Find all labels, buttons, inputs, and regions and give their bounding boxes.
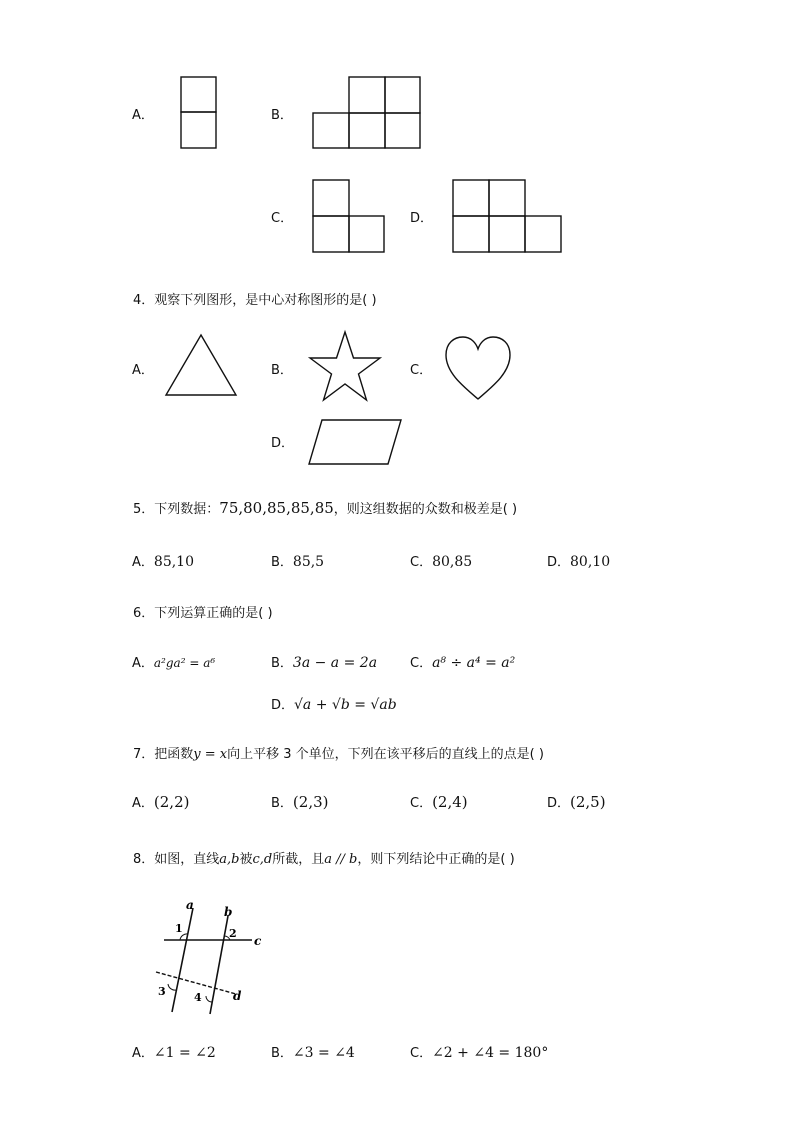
label-d: d <box>233 989 242 1003</box>
q8-option-a-value: ∠1 = ∠2 <box>153 1045 216 1061</box>
q4-option-a-label: A． <box>132 363 154 378</box>
q6-option-b: B．3a − a = 2a <box>271 655 378 671</box>
q5-option-b-value: 85,5 <box>292 554 325 570</box>
q5-data: 75,80,85,85,85 <box>219 499 334 517</box>
q8-option-c: C．∠2 + ∠4 = 180° <box>410 1045 549 1061</box>
label-c: c <box>254 934 262 948</box>
q7-option-b-value: (2,3) <box>292 793 329 811</box>
q6-stem: 6．下列运算正确的是( ) <box>133 606 273 621</box>
q6-option-d-value: √a + √b = √ab <box>294 697 397 713</box>
q8-figure <box>150 900 280 1030</box>
heart-icon <box>444 335 512 401</box>
parallelogram-icon <box>308 418 404 468</box>
q8-option-b-value: ∠3 = ∠4 <box>292 1045 355 1061</box>
q4-option-d-label: D． <box>271 436 295 451</box>
q7-stem-suffix: 向上平移 3 个单位，下列在该平移后的直线上的点是( ) <box>227 747 544 762</box>
q7-option-d: D．(2,5) <box>547 793 606 811</box>
q8-stem: 8．如图，直线a,b被c,d所截，且a // b，则下列结论中正确的是( ) <box>133 852 515 867</box>
q6-option-a-value: a²ga² = a⁶ <box>153 656 216 670</box>
q7-stem-prefix: 7．把函数 <box>133 747 194 762</box>
q5-stem <box>133 498 517 517</box>
triangle-icon <box>165 333 239 397</box>
line-b <box>210 916 228 1014</box>
q8-lines-cd: c,d <box>252 852 273 867</box>
q7-option-c: C．(2,4) <box>410 793 468 811</box>
q4-option-b-label: B． <box>271 363 293 378</box>
q6-option-b-value: 3a − a = 2a <box>292 655 378 671</box>
q3-option-b-label: B． <box>271 108 293 123</box>
q5-stem-prefix: 5．下列数据： <box>133 502 220 517</box>
q3-figure-b <box>312 76 424 152</box>
label-b: b <box>224 905 233 919</box>
q4-option-c-label: C． <box>410 363 433 378</box>
q6-option-a: A．a²ga² = a⁶ <box>132 656 216 671</box>
q5-option-a: A．85,10 <box>132 554 194 570</box>
q7-stem <box>133 743 544 762</box>
q5-stem-suffix: ，则这组数据的众数和极差是( ) <box>333 502 518 517</box>
angle-1: 1 <box>175 922 183 935</box>
angle-2: 2 <box>229 927 237 940</box>
q6-option-c-value: a⁸ ÷ a⁴ = a² <box>432 655 516 671</box>
q7-function: y = x <box>193 747 228 762</box>
q5-option-d-value: 80,10 <box>570 554 611 570</box>
q7-option-a-value: (2,2) <box>153 793 190 811</box>
q8-lines-ab: a,b <box>219 852 240 867</box>
q3-figure-d <box>452 179 566 255</box>
star-icon <box>307 330 383 404</box>
q5-option-d: D．80,10 <box>547 554 611 570</box>
q7-option-d-value: (2,5) <box>570 793 606 811</box>
angle-3: 3 <box>158 985 166 998</box>
q5-option-a-value: 85,10 <box>153 554 194 570</box>
q8-option-c-value: ∠2 + ∠4 = 180° <box>432 1045 549 1061</box>
q3-figure-c <box>312 179 388 255</box>
q3-option-a-label: A． <box>132 108 154 123</box>
q6-option-d: D．√a + √b = √ab <box>271 697 397 713</box>
q6-option-c: C．a⁸ ÷ a⁴ = a² <box>410 655 516 671</box>
q8-option-b: B．∠3 = ∠4 <box>271 1045 355 1061</box>
q8-parallel: a // b <box>324 852 358 867</box>
q7-option-b: B．(2,3) <box>271 793 329 811</box>
label-a: a <box>186 898 194 912</box>
q5-option-c-value: 80,85 <box>432 554 473 570</box>
q3-figure-a <box>180 76 220 152</box>
q4-stem: 4．观察下列图形，是中心对称图形的是( ) <box>133 293 377 308</box>
q8-option-a: A．∠1 = ∠2 <box>132 1045 216 1061</box>
q5-option-c: C．80,85 <box>410 554 473 570</box>
q7-option-a: A．(2,2) <box>132 793 190 811</box>
q3-option-d-label: D． <box>410 211 434 226</box>
q3-option-c-label: C． <box>271 211 294 226</box>
q5-option-b: B．85,5 <box>271 554 325 570</box>
q7-option-c-value: (2,4) <box>432 793 468 811</box>
angle-4: 4 <box>194 991 202 1004</box>
